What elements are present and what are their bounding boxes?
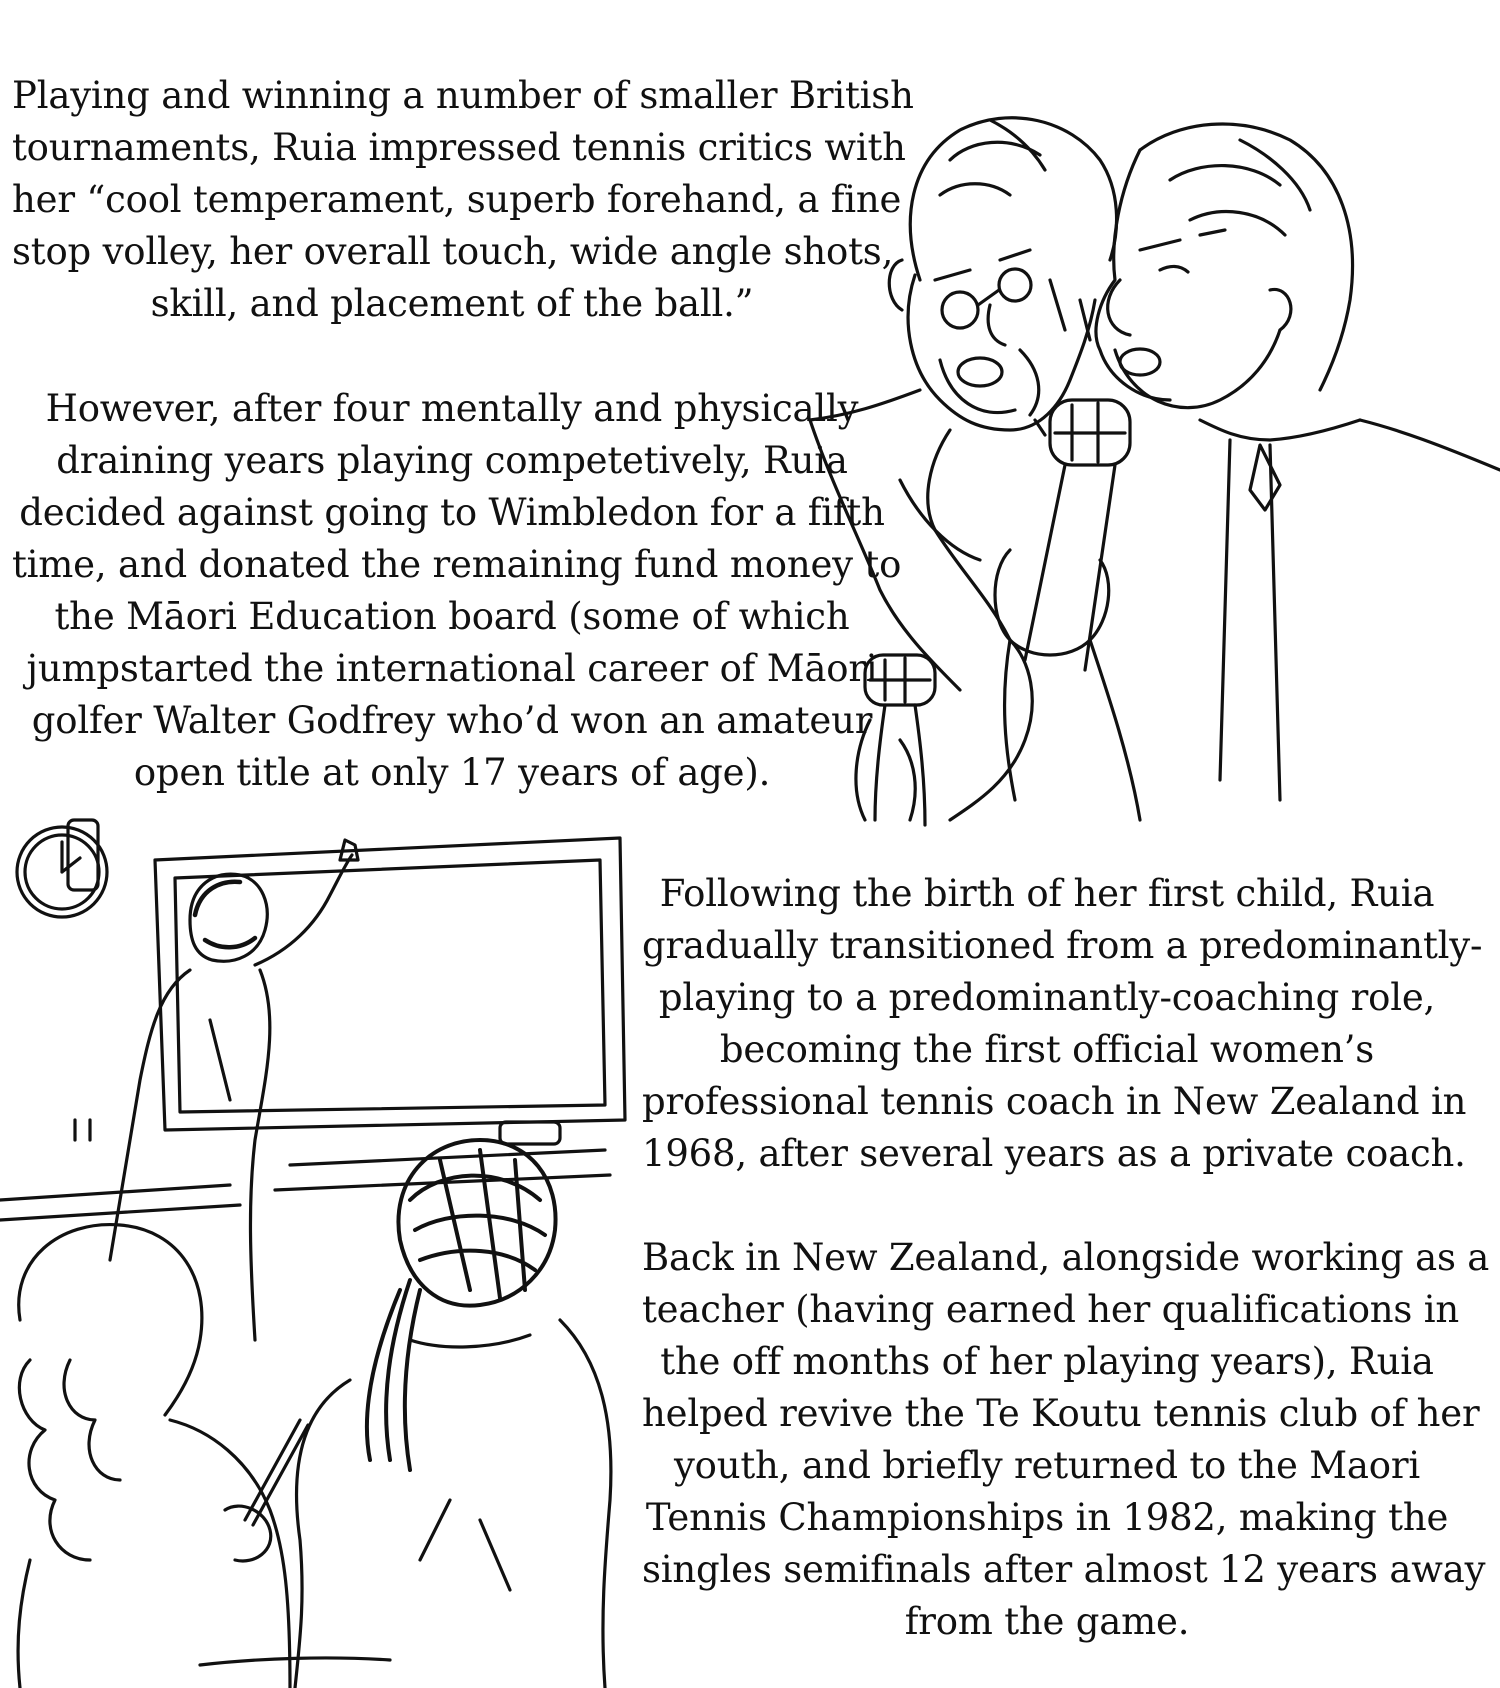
student-left-body — [18, 1560, 30, 1688]
text-line: helped revive the Te Koutu tennis club of her — [642, 1392, 1480, 1435]
paragraph-wimbledon-decision — [12, 383, 902, 799]
text-line: skill, and placement of the ball.” — [150, 282, 754, 325]
text-line: singles semifinals after almost 12 years away — [642, 1548, 1486, 1591]
text-line: draining years playing competetively, Ruia — [56, 439, 848, 482]
left-man-face — [908, 275, 1095, 430]
right-man-hair — [1140, 124, 1353, 390]
text-line: youth, and briefly returned to the Maori — [673, 1444, 1420, 1487]
text-line: tournaments, Ruia impressed tennis critics with — [12, 126, 906, 169]
left-man-jacket — [810, 420, 1010, 690]
left-man-lapel — [900, 480, 980, 560]
teacher-body — [110, 970, 270, 1340]
text-line: playing to a predominantly-coaching role, — [658, 976, 1436, 1019]
right-man-beard — [1115, 330, 1280, 408]
left-man-fingers — [856, 720, 915, 820]
text-line: time, and donated the remaining fund money to — [12, 543, 902, 586]
bottle-neck — [75, 1120, 90, 1140]
paragraph-back-in-new-zealand — [642, 1232, 1490, 1648]
left-mic-handle — [875, 705, 925, 825]
left-man-ear — [889, 260, 902, 310]
right-man-shirt — [1220, 440, 1280, 800]
marker-eraser — [500, 1122, 560, 1144]
right-man-arm — [1005, 640, 1140, 820]
paragraph-coaching-role — [642, 868, 1483, 1180]
text-line: stop volley, her overall touch, wide angle shots, — [12, 230, 894, 273]
text-line: the Māori Education board (some of which — [54, 595, 850, 638]
text-line: However, after four mentally and physically — [45, 387, 859, 430]
student-left-shoulder — [170, 1420, 290, 1688]
student-right-hair — [398, 1140, 555, 1306]
student-left-curls — [19, 1360, 120, 1560]
student-right-ponytail — [367, 1280, 420, 1470]
right-man-collar — [1200, 420, 1360, 440]
desk-edge — [200, 1658, 390, 1665]
student-right-back-lines — [420, 1500, 510, 1590]
left-man-nose — [988, 305, 1005, 345]
right-man-eyebrows — [1140, 230, 1225, 250]
text-line: Following the birth of her first child, Ruia — [659, 872, 1435, 915]
teacher-back-line — [210, 1020, 230, 1100]
text-line: teacher (having earned her qualifications in — [642, 1288, 1460, 1331]
student-right-collar — [410, 1335, 530, 1347]
text-line: open title at only 17 years of age). — [133, 751, 771, 794]
right-mic-grid — [1055, 403, 1125, 462]
left-man-eyebrows — [935, 250, 1030, 280]
right-mic-handle — [1025, 465, 1115, 670]
left-man-glasses-bridge — [978, 290, 999, 305]
student-right-body — [295, 1320, 611, 1688]
wall-clock-hands — [62, 842, 80, 872]
text-line: golfer Walter Godfrey who’d won an amateur — [31, 699, 873, 742]
text-line: jumpstarted the international career of Māori — [26, 647, 878, 690]
whiteboard-inner — [175, 860, 605, 1112]
right-man-hand — [995, 550, 1109, 655]
left-mic-grid — [870, 658, 930, 702]
classroom-sketch — [0, 820, 640, 1688]
right-man-ear — [1270, 289, 1291, 330]
left-man-mouth — [958, 358, 1002, 386]
text-line: her “cool temperament, superb forehand, a fine — [12, 178, 902, 221]
text-line: from the game. — [904, 1600, 1190, 1643]
text-line: the off months of her playing years), Ruia — [660, 1340, 1434, 1383]
left-man-glasses-left — [942, 292, 978, 328]
text-line: Tennis Championships in 1982, making the — [645, 1496, 1449, 1539]
text-line: becoming the first official women’s — [719, 1028, 1375, 1071]
teacher-hair — [195, 882, 255, 948]
student-right-hair-strands — [410, 1150, 545, 1298]
right-man-tie — [1250, 445, 1280, 510]
interview-gesture-lines — [1035, 280, 1090, 435]
right-man-eye — [1160, 266, 1188, 272]
text-line: gradually transitioned from a predominantly- — [642, 924, 1483, 967]
interview-sketch — [840, 100, 1500, 840]
right-man-hair-strands — [1170, 140, 1310, 235]
left-man-arm — [950, 640, 1032, 820]
right-man-shoulder — [1360, 420, 1500, 470]
text-line: professional tennis coach in New Zealand in — [642, 1080, 1467, 1123]
text-line: decided against going to Wimbledon for a fifth — [19, 491, 885, 534]
paragraph-critics-praise — [12, 70, 914, 330]
text-line: Back in New Zealand, alongside working as a — [642, 1236, 1490, 1279]
left-man-glasses-right — [999, 269, 1031, 301]
text-line: Playing and winning a number of smaller British — [12, 74, 914, 117]
text-line: 1968, after several years as a private coach. — [642, 1132, 1466, 1175]
